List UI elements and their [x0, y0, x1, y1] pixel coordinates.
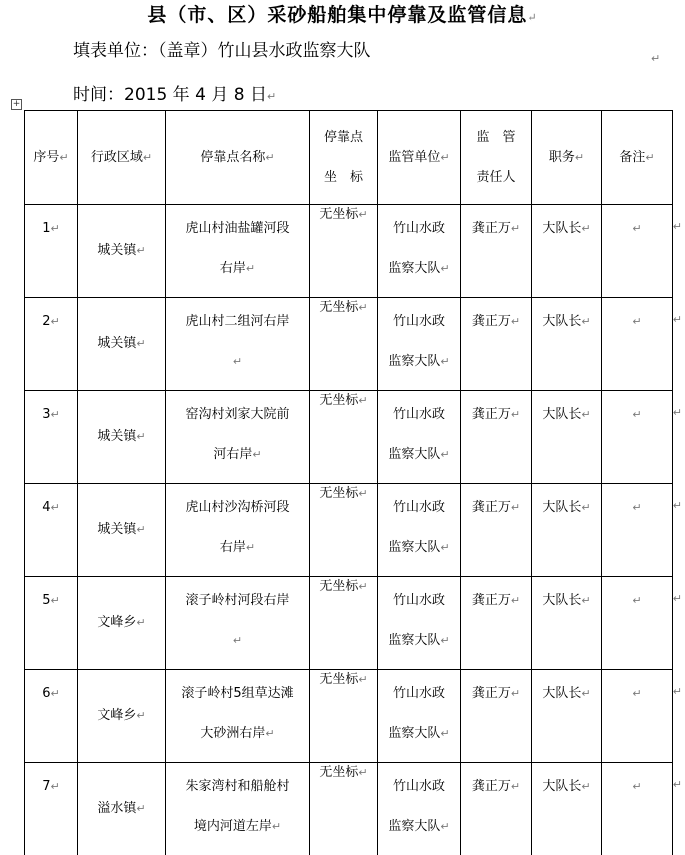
cell-note: ↵ ↵	[602, 763, 673, 855]
cell-coord: 无坐标↵	[310, 577, 378, 670]
cell-note: ↵ ↵	[602, 577, 673, 670]
cell-name: 虎山村二组河右岸 ↵	[166, 298, 310, 391]
cell-position: 大队长↵	[532, 484, 602, 577]
cell-unit: 竹山水政 监察大队↵	[378, 670, 461, 763]
cell-position: 大队长↵	[532, 391, 602, 484]
fill-unit-line	[73, 38, 371, 64]
cell-region: 城关镇↵	[78, 484, 166, 577]
cell-position: 大队长↵	[532, 670, 602, 763]
cell-seq: 7↵	[25, 763, 78, 855]
cell-unit: 竹山水政 监察大队↵	[378, 577, 461, 670]
table-row	[25, 391, 673, 484]
table-move-handle-icon[interactable]: +	[11, 99, 22, 110]
cell-name: 滚子岭村5组草达滩 大砂洲右岸↵	[166, 670, 310, 763]
header-position: 职务↵	[532, 111, 602, 205]
info-table	[24, 110, 673, 855]
table-row	[25, 298, 673, 391]
cell-unit: 竹山水政 监察大队↵	[378, 298, 461, 391]
header-unit: 监管单位↵	[378, 111, 461, 205]
date-year: 2015	[124, 85, 167, 105]
cell-region: 溢水镇↵	[78, 763, 166, 855]
cell-name: 虎山村油盐罐河段 右岸↵	[166, 205, 310, 298]
cell-position: 大队长↵	[532, 298, 602, 391]
header-note: 备注↵	[602, 111, 673, 205]
cell-position: 大队长↵	[532, 763, 602, 855]
cell-seq: 4↵	[25, 484, 78, 577]
cell-region: 文峰乡↵	[78, 670, 166, 763]
cell-region: 城关镇↵	[78, 205, 166, 298]
header-region: 行政区域↵	[78, 111, 166, 205]
header-seq: 序号↵	[25, 111, 78, 205]
cell-person: 龚正万↵	[461, 670, 532, 763]
date-day: 8	[234, 85, 245, 105]
cell-note: ↵ ↵	[602, 205, 673, 298]
cell-name: 朱家湾村和船舱村 境内河道左岸↵	[166, 763, 310, 855]
cell-seq: 1↵	[25, 205, 78, 298]
cell-region: 城关镇↵	[78, 298, 166, 391]
cell-note: ↵ ↵	[602, 298, 673, 391]
cell-coord: 无坐标↵	[310, 298, 378, 391]
cell-coord: 无坐标↵	[310, 670, 378, 763]
cell-note: ↵ ↵	[602, 670, 673, 763]
page-title: 县（市、区）采砂船舶集中停靠及监管信息↵	[0, 0, 685, 30]
fill-unit-label: 填表单位：	[73, 41, 158, 61]
paragraph-mark-icon: ↵	[267, 90, 276, 103]
cell-unit: 竹山水政 监察大队↵	[378, 391, 461, 484]
cell-seq: 2↵	[25, 298, 78, 391]
cell-person: 龚正万↵	[461, 577, 532, 670]
date-month: 4	[195, 85, 206, 105]
cell-position: 大队长↵	[532, 205, 602, 298]
date-line: 时间：2015 年 4 月 8 日↵	[73, 82, 276, 110]
cell-name: 窑沟村刘家大院前 河右岸↵	[166, 391, 310, 484]
paragraph-mark-icon: ↵	[651, 46, 660, 72]
cell-person: 龚正万↵	[461, 484, 532, 577]
cell-person: 龚正万↵	[461, 763, 532, 855]
header-name: 停靠点名称↵	[166, 111, 310, 205]
cell-person: 龚正万↵	[461, 298, 532, 391]
table-header-row	[25, 111, 673, 205]
table-row	[25, 484, 673, 577]
cell-coord: 无坐标↵	[310, 391, 378, 484]
cell-seq: 6↵	[25, 670, 78, 763]
cell-name: 滚子岭村河段右岸 ↵	[166, 577, 310, 670]
cell-coord: 无坐标↵	[310, 484, 378, 577]
cell-person: 龚正万↵	[461, 205, 532, 298]
cell-position: 大队长↵	[532, 577, 602, 670]
cell-note: ↵ ↵	[602, 391, 673, 484]
cell-coord: 无坐标↵	[310, 205, 378, 298]
cell-unit: 竹山水政 监察大队↵	[378, 205, 461, 298]
table-row	[25, 763, 673, 855]
cell-region: 城关镇↵	[78, 391, 166, 484]
fill-unit-value: （盖章）竹山县水政监察大队	[158, 41, 371, 61]
header-person: 监 管 责任人	[461, 111, 532, 205]
header-coord: 停靠点 坐 标	[310, 111, 378, 205]
cell-region: 文峰乡↵	[78, 577, 166, 670]
paragraph-mark-icon: ↵	[527, 11, 537, 24]
cell-seq: 5↵	[25, 577, 78, 670]
cell-name: 虎山村沙沟桥河段 右岸↵	[166, 484, 310, 577]
cell-coord: 无坐标↵	[310, 763, 378, 855]
table-row	[25, 670, 673, 763]
table-row	[25, 205, 673, 298]
cell-person: 龚正万↵	[461, 391, 532, 484]
cell-unit: 竹山水政 监察大队↵	[378, 484, 461, 577]
date-label: 时间：	[73, 85, 124, 105]
cell-seq: 3↵	[25, 391, 78, 484]
table-row	[25, 577, 673, 670]
cell-note: ↵ ↵	[602, 484, 673, 577]
cell-unit: 竹山水政 监察大队↵	[378, 763, 461, 855]
